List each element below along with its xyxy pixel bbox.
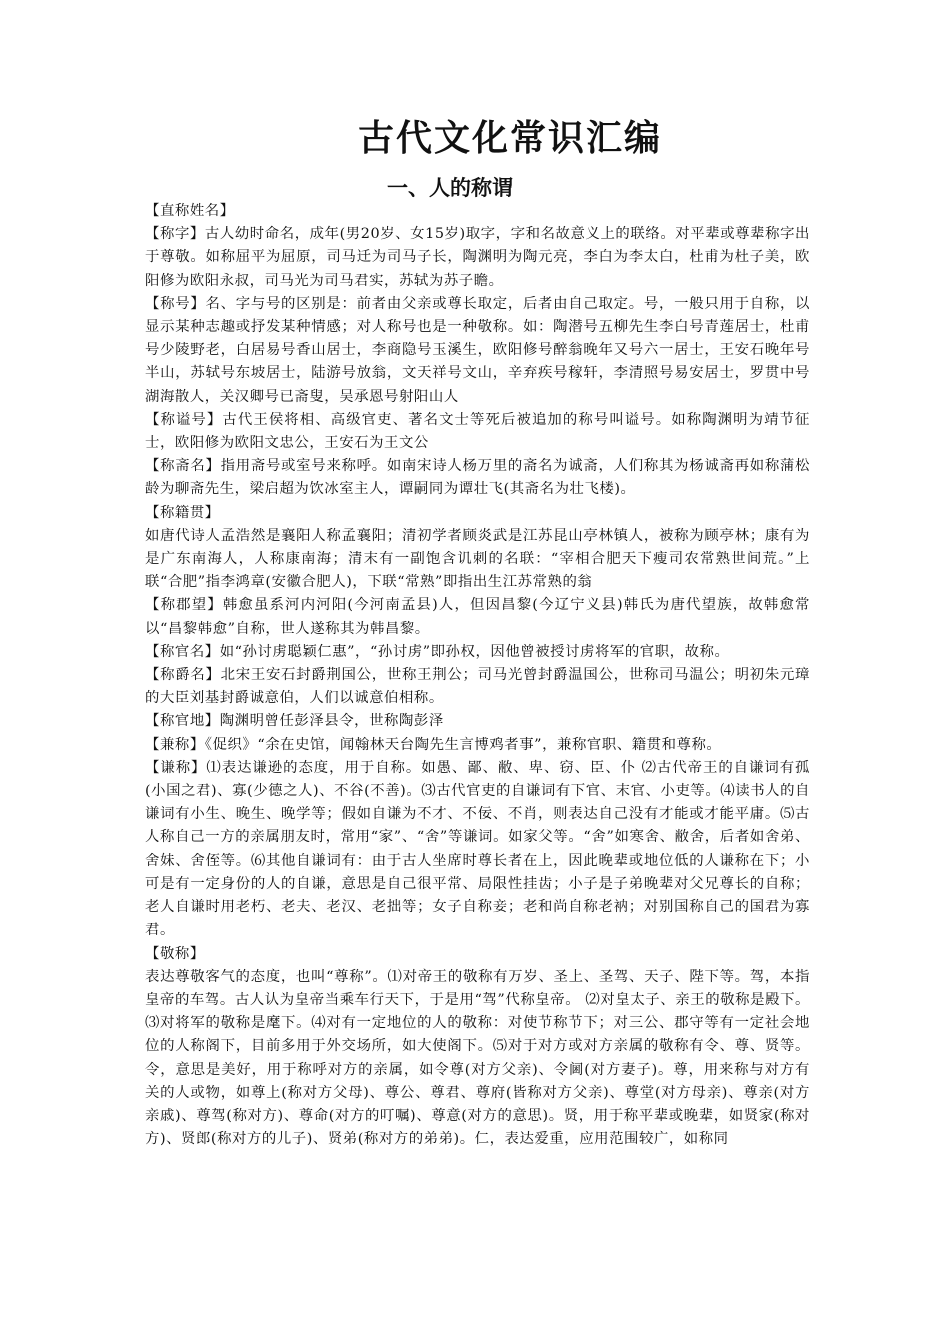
paragraph-native-place-heading: 【称籍贯】 [145, 504, 220, 521]
paragraph-direct-name: 【直称姓名】 [145, 203, 235, 219]
paragraph-honorific: 表达尊敬客气的态度，也叫“尊称”。⑴对帝王的敬称有万岁、圣上、圣驾、天子、陛下等。驾，本指皇帝的车驾。古人认为皇帝当乘车行天下，于是用“驾”代称皇帝。 ⑵对皇太子、亲王的敬称是殿下。⑶对将军的敬称是麾下。⑷对有一定地位的人的敬称：对使节称节下；对三公、郡守等有一定社会地位的人称阁下，目前多用于外交场所，如大使阁下。⑸对于对方或对方亲属的敬称有令、尊、贤等。令，意思是美好，用于称呼对方的亲属，如令尊(对方父亲)、令阃(对方妻子)。尊，用来称与对方有关的人或物，如尊上(称对方父母)、尊公、尊君、尊府(皆称对方父亲)、尊堂(对方母亲)、尊亲(对方亲戚)、尊驾(称对方)、尊命(对方的叮嘱)、尊意(对方的意思)。贤，用于称平辈或晚辈，如贤家(称对方)、贤郎(称对方的儿子)、贤弟(称对方的弟弟)。仁，表达爱重，应用范围较广，如称同 [145, 968, 810, 1148]
paragraph-clan-origin: 【称郡望】韩愈虽系河内河阳(今河南孟县)人，但因昌黎(今辽宁义县)韩氏为唐代望族，故韩愈常以“昌黎韩愈”自称，世人遂称其为韩昌黎。 [145, 597, 810, 637]
document-body [145, 200, 810, 1151]
paragraph-courtesy-name: 【称字】古人幼时命名，成年(男20岁、女15岁)取字，字和名故意义上的联络。对平辈或尊辈称字出于尊敬。如称屈平为屈原，司马迁为司马子长，陶渊明为陶元亮，李白为李太白，杜甫为杜子美，欧阳修为欧阳永叔，司马光为司马君实，苏轼为苏子瞻。 [145, 226, 810, 289]
paragraph-art-name: 【称号】名、字与号的区别是：前者由父亲或尊长取定，后者由自己取定。号，一般只用于自称，以显示某种志趣或抒发某种情感；对人称号也是一种敬称。如：陶潜号五柳先生李白号青莲居士，杜甫号少陵野老，白居易号香山居士，李商隐号玉溪生，欧阳修号醉翁晚年又号六一居士，王安石晚年号半山，苏轼号东坡居士，陆游号放翁，文天祥号文山，辛弃疾号稼轩，李清照号易安居士，罗贯中号湖海散人，关汉卿号已斋叟，吴承恩号射阳山人 [145, 295, 810, 405]
document-title: 古代文化常识汇编 [357, 117, 662, 159]
paragraph-humble-address: 【谦称】⑴表达谦逊的态度，用于自称。如愚、鄙、敝、卑、窃、臣、仆 ⑵古代帝王的自谦词有孤(小国之君)、寡(少德之人)、不谷(不善)。⑶古代官吏的自谦词有下官、末官、小吏等。⑷读书人的自谦词有小生、晚生、晚学等；假如自谦为不才、不佞、不肖，则表达自己没有才能或才能平庸。⑸古人称自己一方的亲属朋友时，常用“家”、“舍”等谦词。如家父等。“舍”如寒舍、敝舍，后者如舍弟、舍妹、舍侄等。⑹其他自谦词有：由于古人坐席时尊长者在上，因此晚辈或地位低的人谦称在下；小可是有一定身份的人的自谦，意思是自己很平常、局限性挂齿；小子是子弟晚辈对父兄尊长的自称；老人自谦时用老朽、老夫、老汉、老拙等；女子自称妾；老和尚自称老衲；对别国称自己的国君为寡君。 [145, 759, 810, 939]
paragraph-noble-title: 【称爵名】北宋王安石封爵荆国公，世称王荆公；司马光曾封爵温国公，世称司马温公；明初朱元璋的大臣刘基封爵诚意伯，人们以诚意伯相称。 [145, 667, 810, 707]
paragraph-honorific-heading: 【敬称】 [145, 945, 205, 962]
paragraph-posthumous-name: 【称谥号】古代王侯将相、高级官吏、著名文士等死后被追加的称号叫谥号。如称陶渊明为靖节征士，欧阳修为欧阳文忠公，王安石为王文公 [145, 411, 810, 452]
paragraph-studio-name: 【称斋名】指用斋号或室号来称呼。如南宋诗人杨万里的斋名为诚斋，人们称其为杨诚斋再如称蒲松龄为聊斋先生，梁启超为饮冰室主人，谭嗣同为谭壮飞(其斋名为壮飞楼)。 [145, 458, 810, 498]
paragraph-official-place: 【称官地】陶渊明曾任彭泽县令，世称陶彭泽 [145, 713, 444, 730]
paragraph-official-title: 【称官名】如“孙讨虏聪颖仁惠”，“孙讨虏”即孙权，因他曾被授讨虏将军的官职，故称。 [145, 643, 730, 660]
paragraph-combined-address: 【兼称】《促织》“余在史馆，闻翰林天台陶先生言博鸡者事”，兼称官职、籍贯和尊称。 [145, 736, 722, 753]
paragraph-native-place: 如唐代诗人孟浩然是襄阳人称孟襄阳；清初学者顾炎武是江苏昆山亭林镇人，被称为顾亭林；康有为是广东南海人，人称康南海；清末有一副饱含讥刺的名联：“宰相合肥天下瘦司农常熟世间荒。”上联“合肥”指李鸿章(安徽合肥人)，下联“常熟”即指出生江苏常熟的翁 [145, 527, 810, 591]
section-title: 一、人的称谓 [387, 175, 513, 200]
